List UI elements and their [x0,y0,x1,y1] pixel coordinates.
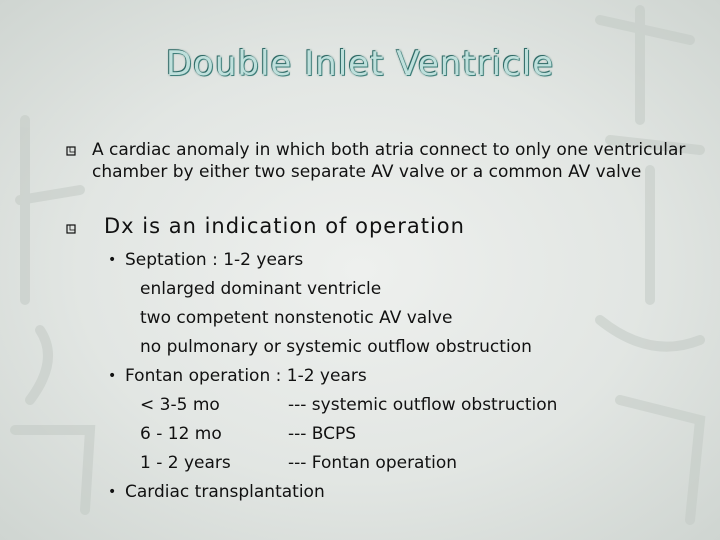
dot-icon: • [108,484,117,500]
checkbox-square-icon [66,224,76,234]
dot-icon: • [108,368,117,384]
bullet-indication: Dx is an indication of operation [104,214,465,238]
septation-item: two competent nonstenotic AV valve [140,308,453,328]
fontan-age: 6 - 12 mo [140,424,222,444]
fontan-detail: --- Fontan operation [288,453,458,473]
fontan-age: 1 - 2 years [140,453,231,473]
checkbox-square-icon [66,146,76,156]
septation-item: no pulmonary or systemic outflow obstruction [140,337,532,357]
fontan-detail: --- BCPS [288,424,357,444]
bullet-definition: A cardiac anomaly in which both atria connect to only one ventricular chamber by either two separate AV valve or a common AV valve [92,140,686,182]
fontan-detail: --- systemic outflow obstruction [288,395,558,415]
sub-fontan: Fontan operation : 1-2 years [125,366,367,386]
septation-item: enlarged dominant ventricle [140,279,382,299]
slide-title: Double Inlet Ventricle [165,44,555,84]
fontan-row [140,453,458,473]
dot-icon: • [108,252,117,268]
sub-transplant: Cardiac transplantation [125,482,325,502]
fontan-age: < 3-5 mo [140,395,220,415]
fontan-row [140,395,558,415]
fontan-row [140,424,357,444]
sub-septation: Septation : 1-2 years [125,250,304,270]
